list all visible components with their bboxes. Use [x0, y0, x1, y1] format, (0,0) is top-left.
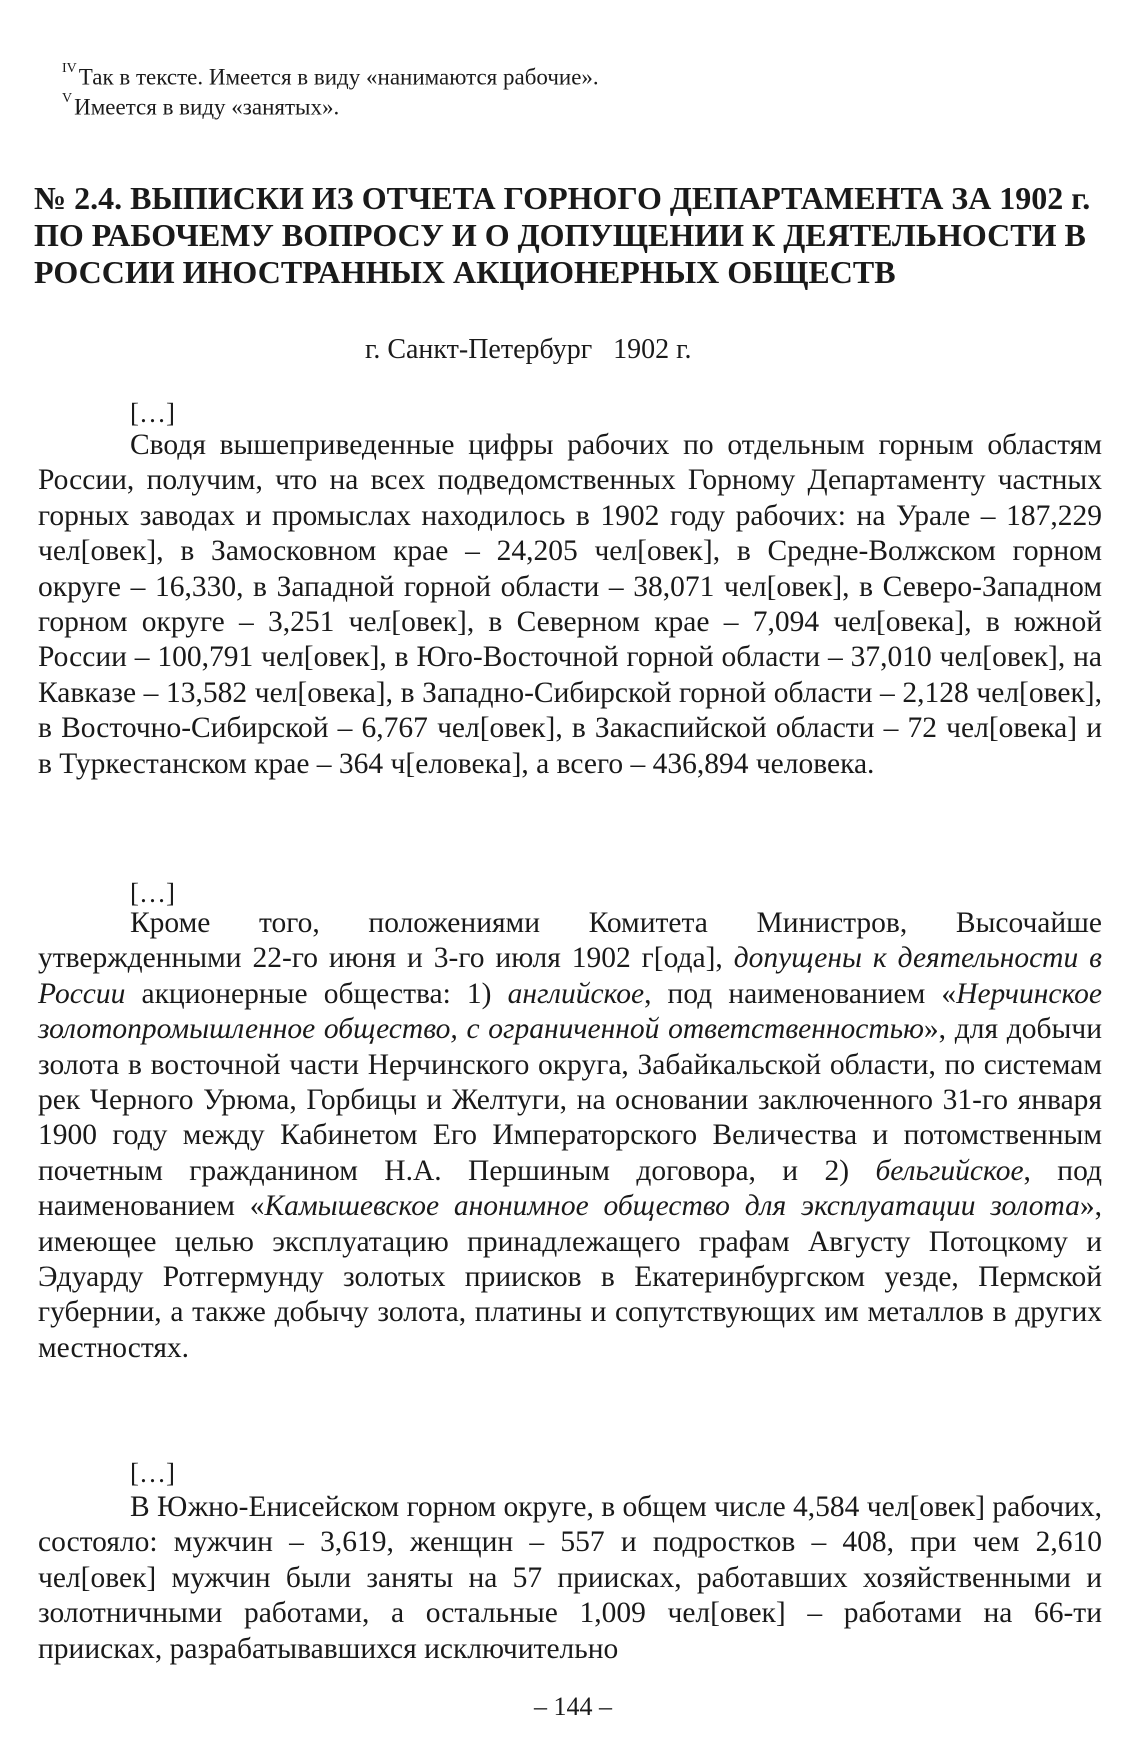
text-run: », имеющее целью эксплуатацию принадлежащего графам Августу Потоцкому и Эдуарду Ротгермунду золотых приисков в Екатеринбургском уезде, Пермской губернии, а также добычу золота, платины и сопутствующих им металлов в других местностях.	[38, 1190, 1102, 1364]
text-run: , под наименованием «	[644, 977, 957, 1010]
footnote-text: Имеется в виду «занятых».	[74, 94, 340, 120]
footnote-mark: IV	[62, 61, 77, 76]
paragraph-mining-workers: Сводя вышеприведенные цифры рабочих по отдельным горным областям России, получим, что на всех подведомственных Горному Департаменту частных горных заводах и промыслах находилось в 1902 году рабочих: на Урале – 187,229 чел[овек], в Замосковном крае – 24,205 чел[овек], в Средне-Волжском горном округе – 16,330, в Западной горной области – 38,071 чел[овек], в Северо-Западном горном округе – 3,251 чел[овек], в Северном крае – 7,094 чел[овека], в южной России – 100,791 чел[овек], в Юго-Восточной горной области – 37,010 чел[овек], на Кавказе – 13,582 чел[овека], в Западно-Сибирской горной области – 2,128 чел[овек], в Восточно-Сибирской – 6,767 чел[овек], в Закаспийской области – 72 чел[овека] и в Туркестанском крае – 364 ч[еловека], а всего – 436,894 человека.	[38, 429, 1102, 780]
heading-line: ПО РАБОЧЕМУ ВОПРОСУ И О ДОПУЩЕНИИ К ДЕЯТЕЛЬНОСТИ В	[34, 217, 1086, 253]
heading-line: № 2.4. ВЫПИСКИ ИЗ ОТЧЕТА ГОРНОГО ДЕПАРТАМЕНТА ЗА 1902 г.	[34, 180, 1091, 216]
heading-line: РОССИИ ИНОСТРАННЫХ АКЦИОНЕРНЫХ ОБЩЕСТВ	[34, 254, 896, 290]
text-run: Кроме того, положениями Комитета Министров, Высочайше утвержденными 22-го июня и 3-го июля 1902 г[ода],	[38, 907, 1102, 975]
page-number: – 144 –	[534, 1692, 612, 1721]
ellipsis-1: […]	[130, 398, 175, 428]
place-date: г. Санкт-Петербург 1902 г.	[365, 334, 692, 365]
document-heading	[34, 180, 1094, 291]
italic-run: английское	[507, 977, 645, 1010]
footnote-v	[62, 88, 339, 123]
ellipsis-2: […]	[130, 878, 175, 908]
italic-run: допущены к деятельности в России	[38, 942, 1102, 1010]
footnote-mark: V	[62, 91, 73, 106]
italic-run: бельгийское	[875, 1154, 1024, 1187]
paragraph-foreign-companies	[38, 906, 1102, 1366]
footnote-text: Так в тексте. Имеется в виду «нанимаются рабочие».	[78, 64, 599, 90]
ellipsis-3: […]	[130, 1458, 175, 1488]
text-run: », для добычи золота в восточной части Нерчинского округа, Забайкальской области, по системам рек Черного Урюма, Горбицы и Желтуги, на основании заключенного 31-го января 1900 году между Кабинетом Его Императорского Величества и потомственным почетным гражданином Н.А. Першиным договора, и 2)	[38, 1013, 1102, 1187]
italic-run: Камышевское анонимное общество для эксплуатации золота	[264, 1190, 1080, 1223]
italic-run: Нерчинское золотопромышленное общество, с ограниченной ответственностью	[38, 977, 1102, 1046]
text-run: акционерные общества: 1)	[125, 977, 508, 1010]
paragraph-yenisei-district: В Южно-Енисейском горном округе, в общем числе 4,584 чел[овек] рабочих, состояло: мужчин – 3,619, женщин – 557 и подростков – 408, при чем 2,610 чел[овек] мужчин были заняты на 57 приисках, работавших хозяйственными и золотничными работами, а остальные 1,009 чел[овек] – работами на 66-ти приисках, разрабатывавшихся исключительно	[38, 1491, 1102, 1665]
text-run: , под наименованием «	[38, 1154, 1103, 1223]
